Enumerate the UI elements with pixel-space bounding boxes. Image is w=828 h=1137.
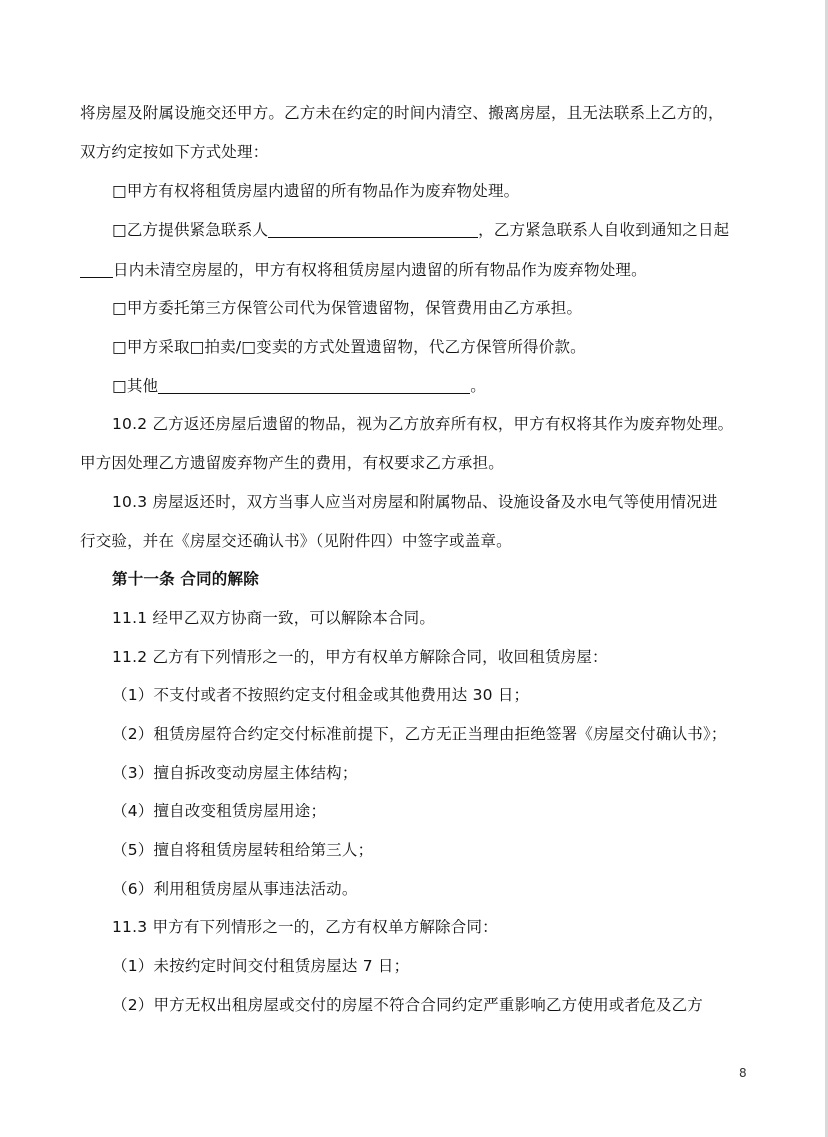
list-item: （1）不支付或者不按照约定支付租金或其他费用达 30 日；	[112, 686, 530, 704]
option-text: ，乙方紧急联系人自收到通知之日起	[478, 221, 730, 239]
checkbox-option: □甲方有权将租赁房屋内遗留的所有物品作为废弃物处理。	[112, 182, 520, 200]
list-item: （2）租赁房屋符合约定交付标准前提下，乙方无正当理由拒绝签署《房屋交付确认书》；	[112, 725, 727, 743]
fill-in-blank-days	[80, 261, 113, 278]
option-label: □其他	[112, 377, 159, 395]
body-line	[80, 260, 647, 280]
section-heading: 第十一条 合同的解除	[112, 570, 259, 588]
list-item: （3）擅自拆改变动房屋主体结构；	[112, 764, 358, 782]
clause-10-2: 10.2 乙方返还房屋后遗留的物品，视为乙方放弃所有权，甲方有权将其作为废弃物处理。	[112, 415, 734, 433]
clause-11-2: 11.2 乙方有下列情形之一的，甲方有权单方解除合同，收回租赁房屋：	[112, 648, 608, 666]
fill-in-blank-contact	[268, 221, 478, 238]
checkbox-option: □甲方委托第三方保管公司代为保管遗留物，保管费用由乙方承担。	[112, 299, 583, 317]
option-text: 。	[470, 377, 486, 395]
option-label: □乙方提供紧急联系人	[112, 221, 269, 239]
list-item: （2）甲方无权出租房屋或交付的房屋不符合合同约定严重影响乙方使用或者危及乙方	[112, 996, 703, 1014]
clause-11-1: 11.1 经甲乙双方协商一致，可以解除本合同。	[112, 609, 436, 627]
body-line: 双方约定按如下方式处理：	[80, 143, 269, 161]
checkbox-option-contact	[112, 220, 729, 240]
list-item: （4）擅自改变租赁房屋用途；	[112, 802, 327, 820]
body-line: 将房屋及附属设施交还甲方。乙方未在约定的时间内清空、搬离房屋，且无法联系上乙方的，	[80, 104, 724, 122]
checkbox-option-other	[112, 376, 486, 396]
list-item: （1）未按约定时间交付租赁房屋达 7 日；	[112, 957, 410, 975]
checkbox-option: □甲方采取□拍卖/□变卖的方式处置遗留物，代乙方保管所得价款。	[112, 338, 586, 356]
list-item: （6）利用租赁房屋从事违法活动。	[112, 880, 358, 898]
page-number: 8	[739, 1066, 747, 1080]
fill-in-blank-other	[158, 377, 470, 394]
body-line: 行交验，并在《房屋交还确认书》（见附件四）中签字或盖章。	[80, 532, 512, 550]
option-text: 日内未清空房屋的，甲方有权将租赁房屋内遗留的所有物品作为废弃物处理。	[113, 261, 647, 279]
list-item: （5）擅自将租赁房屋转租给第三人；	[112, 841, 374, 859]
clause-10-3: 10.3 房屋返还时，双方当事人应当对房屋和附属物品、设施设备及水电气等使用情况进	[112, 493, 718, 511]
clause-11-3: 11.3 甲方有下列情形之一的，乙方有权单方解除合同：	[112, 918, 498, 936]
body-line: 甲方因处理乙方遗留废弃物产生的费用，有权要求乙方承担。	[80, 454, 504, 472]
